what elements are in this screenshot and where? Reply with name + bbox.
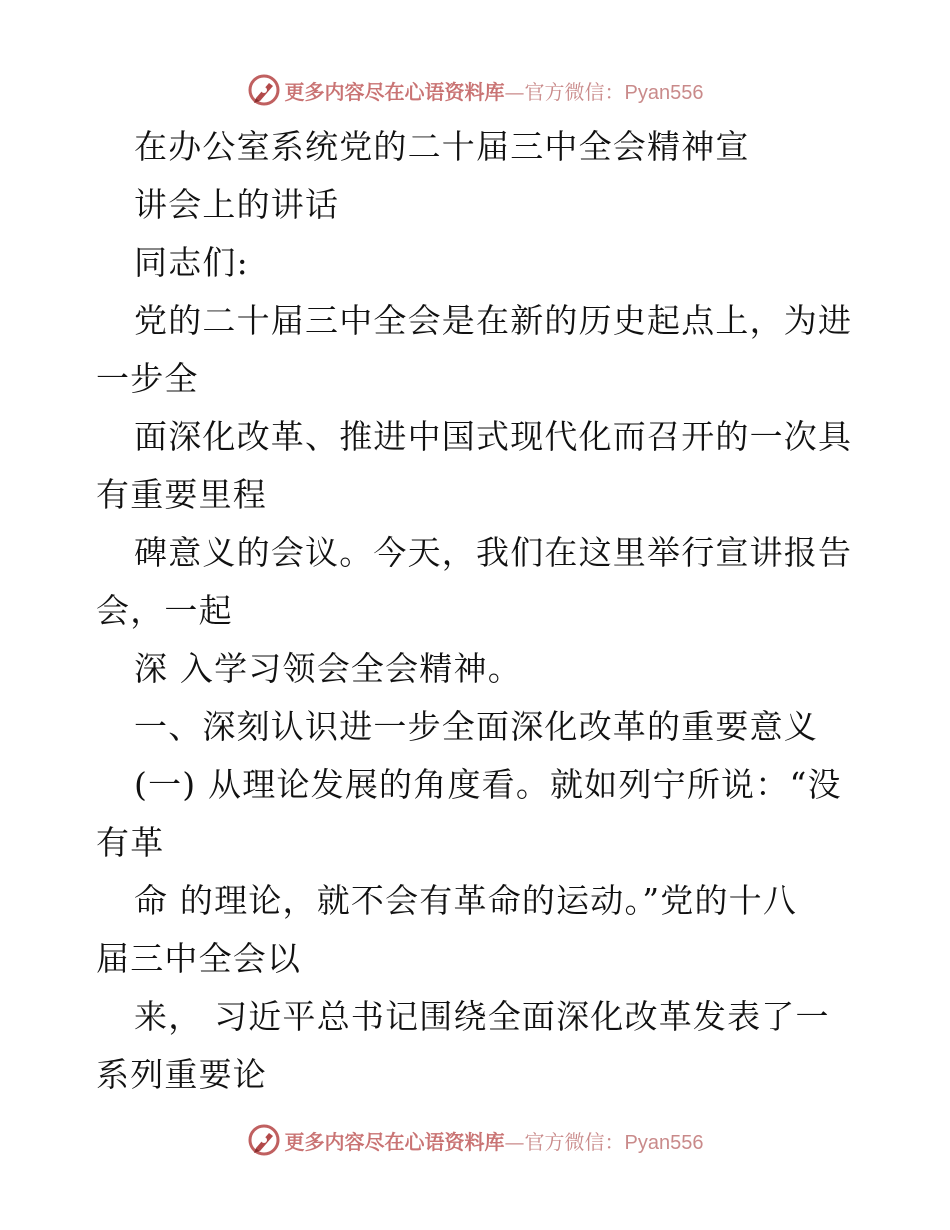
body-line: 届三中全会以 <box>96 939 302 978</box>
watermark-suffix: 官方微信： <box>524 79 625 104</box>
watermark-id: Pyan556 <box>624 1131 704 1154</box>
body-line: 面深化改革、推进中国式现代化而召开的一次具 <box>134 417 853 456</box>
document-body <box>96 118 856 1104</box>
body-line: 有重要里程 <box>96 475 267 514</box>
body-line: 在办公室系统党的二十届三中全会精神宣 <box>134 127 750 166</box>
body-line: 一步全 <box>96 359 199 398</box>
body-line: 会，一起 <box>96 591 233 630</box>
footer-watermark <box>0 1120 950 1160</box>
body-line: 碑意义的会议。今天，我们在这里举行宣讲报告 <box>134 533 853 572</box>
watermark-row <box>247 1123 704 1157</box>
body-line: 来， 习近平总书记围绕全面深化改革发表了一 <box>134 997 830 1036</box>
watermark-text <box>285 1126 704 1155</box>
watermark-row <box>247 73 704 107</box>
watermark-id: Pyan556 <box>624 81 704 104</box>
watermark-text <box>285 76 704 105</box>
body-line: 一、深刻认识进一步全面深化改革的重要意义 <box>134 707 818 746</box>
watermark-brand: 更多内容尽在心语资料库 <box>284 79 505 104</box>
watermark-separator: — <box>504 79 525 104</box>
watermark-separator: — <box>504 1129 525 1154</box>
body-line: 讲会上的讲话 <box>134 185 340 224</box>
pen-logo-icon <box>247 1123 281 1157</box>
watermark-suffix: 官方微信： <box>524 1129 625 1154</box>
body-line: 有革 <box>96 823 165 862</box>
body-line: 命 的理论，就不会有革命的运动。”党的十八 <box>134 881 798 920</box>
header-watermark <box>0 70 950 110</box>
body-line: (一) 从理论发展的角度看。就如列宁所说：“没 <box>134 765 842 804</box>
body-line: 同志们: <box>134 243 249 282</box>
watermark-brand: 更多内容尽在心语资料库 <box>284 1129 505 1154</box>
body-line: 党的二十届三中全会是在新的历史起点上，为进 <box>134 301 853 340</box>
body-line: 深 入学习领会全会精神。 <box>134 649 522 688</box>
pen-logo-icon <box>247 73 281 107</box>
body-line: 系列重要论 <box>96 1055 267 1094</box>
